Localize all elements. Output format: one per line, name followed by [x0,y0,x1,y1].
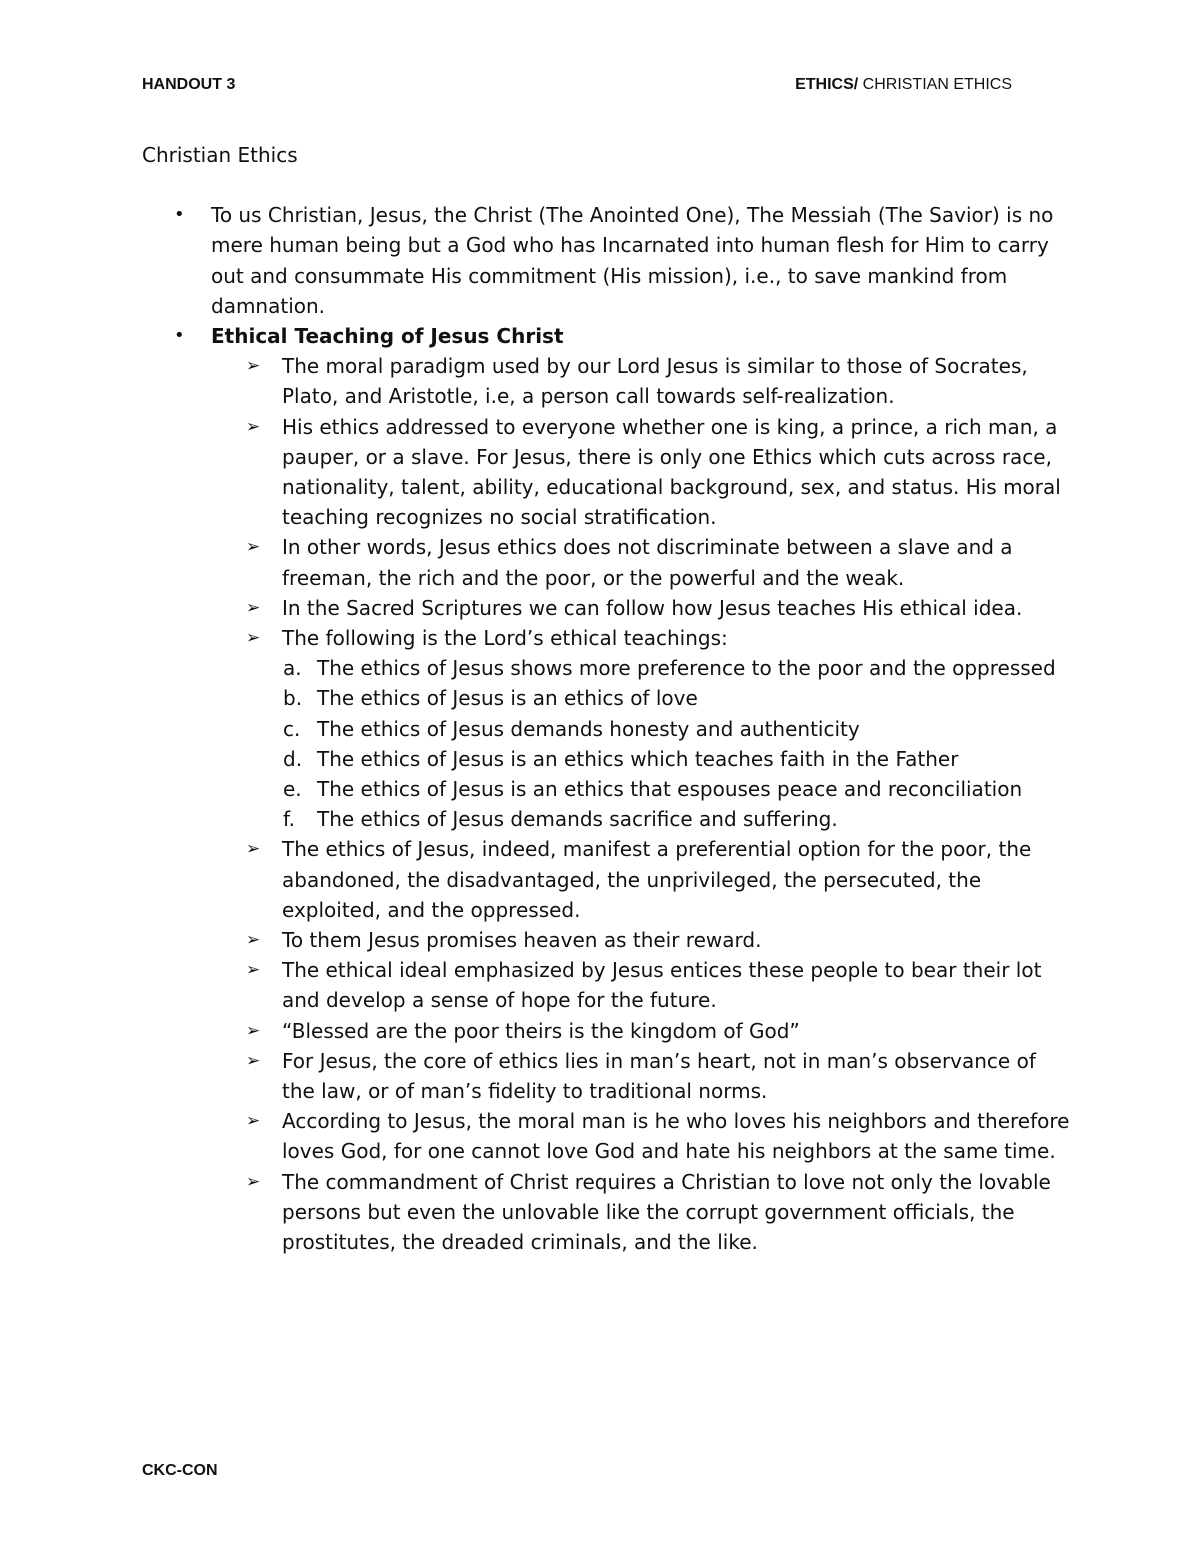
arrow-marker: ➢ [246,839,261,860]
arrow-item [142,1046,1072,1106]
arrow-item [142,1106,1072,1166]
lettered-item-text: The ethics of Jesus shows more preference to the poor and the oppressed [317,656,1056,681]
arrow-item-text: His ethics addressed to everyone whether one is king, a prince, a rich man, a pauper, or a slave. For Jesus, there is only one Ethics which cuts across race, nationality, talent, ability, educational background, sex, and status. His moral teaching recognizes no social stratification. [282,414,1061,530]
item-letter: a. [283,656,302,681]
arrow-item-text: “Blessed are the poor theirs is the kingdom of God” [282,1018,800,1043]
handout-label: HANDOUT 3 [142,76,236,93]
arrow-item-text: According to Jesus, the moral man is he who loves his neighbors and therefore loves God, for one cannot love God and hate his neighbors at the same time. [282,1109,1070,1164]
arrow-marker: ➢ [246,1171,261,1192]
arrow-item [142,623,1072,653]
arrow-item-text: The ethical ideal emphasized by Jesus entices these people to bear their lot and develop a sense of hope for the future. [282,958,1042,1013]
item-letter: f. [283,807,295,832]
item-letter: e. [283,777,302,802]
lettered-item [142,744,1072,774]
lettered-item [142,653,1072,683]
arrow-item [142,1167,1072,1258]
course-label-bold: ETHICS/ [795,76,859,93]
arrow-item [142,834,1072,925]
lettered-item [142,683,1072,713]
arrow-marker: ➢ [246,930,261,951]
lettered-item-text: The ethics of Jesus demands honesty and authenticity [317,716,860,741]
arrow-item [142,593,1072,623]
arrow-item [142,351,1072,411]
arrow-marker: ➢ [246,1111,261,1132]
arrow-item-text: The following is the Lord’s ethical teachings: [282,626,728,651]
lettered-item [142,774,1072,804]
arrow-item [142,412,1072,533]
arrow-marker: ➢ [246,1020,261,1041]
page-header [142,76,1012,94]
arrow-marker: ➢ [246,597,261,618]
subsection-heading: Ethical Teaching of Jesus Christ [211,324,564,348]
bullet-item [142,321,1072,351]
lettered-item [142,714,1072,744]
arrow-marker: ➢ [246,960,261,981]
bullet-text: To us Christian, Jesus, the Christ (The Anointed One), The Messiah (The Savior) is no mere human being but a God who has Incarnated into human flesh for Him to carry out and consummate His commitment (His mission), i.e., to save mankind from damnation. [211,203,1054,318]
arrow-item [142,1016,1072,1046]
arrow-marker: ➢ [246,416,261,437]
bullet-item [142,200,1072,321]
arrow-item [142,955,1072,1015]
arrow-item [142,532,1072,592]
arrow-item-text: For Jesus, the core of ethics lies in man’s heart, not in man’s observance of the law, or of man’s fidelity to traditional norms. [282,1048,1036,1104]
arrow-marker: ➢ [246,356,261,377]
item-letter: d. [283,746,303,771]
item-letter: b. [283,686,303,711]
lettered-item-text: The ethics of Jesus is an ethics of love [317,686,698,711]
arrow-item-text: In other words, Jesus ethics does not discriminate between a slave and a freeman, the rich and the poor, or the powerful and the weak. [282,535,1013,590]
arrow-item-text: The commandment of Christ requires a Christian to love not only the lovable persons but even the unlovable like the corrupt government officials, the prostitutes, the dreaded criminals, and the like. [282,1169,1051,1255]
bullet-marker: • [174,325,185,346]
arrow-item-text: The ethics of Jesus, indeed, manifest a preferential option for the poor, the abandoned, the disadvantaged, the unprivileged, the persecuted, the exploited, and the oppressed. [282,837,1032,922]
item-letter: c. [283,716,301,741]
arrow-marker: ➢ [246,537,261,558]
arrow-item [142,925,1072,955]
arrow-item-text: In the Sacred Scriptures we can follow how Jesus teaches His ethical idea. [282,595,1023,620]
arrow-item-text: To them Jesus promises heaven as their reward. [282,928,762,953]
arrow-marker: ➢ [246,628,261,649]
lettered-item-text: The ethics of Jesus is an ethics which teaches faith in the Father [317,746,959,771]
page-footer: CKC-CON [142,1462,218,1479]
lettered-item [142,804,1072,834]
arrow-item-text: The moral paradigm used by our Lord Jesus is similar to those of Socrates, Plato, and Aristotle, i.e, a person call towards self-realization. [282,354,1028,409]
course-label [795,76,1012,94]
arrow-marker: ➢ [246,1050,261,1071]
section-title: Christian Ethics [142,143,298,167]
lettered-item-text: The ethics of Jesus is an ethics that espouses peace and reconciliation [317,777,1023,802]
lettered-item-text: The ethics of Jesus demands sacrifice and suffering. [317,807,838,832]
bullet-marker: • [174,204,185,226]
document-body [142,140,1072,1257]
course-label-regular: CHRISTIAN ETHICS [858,76,1012,93]
